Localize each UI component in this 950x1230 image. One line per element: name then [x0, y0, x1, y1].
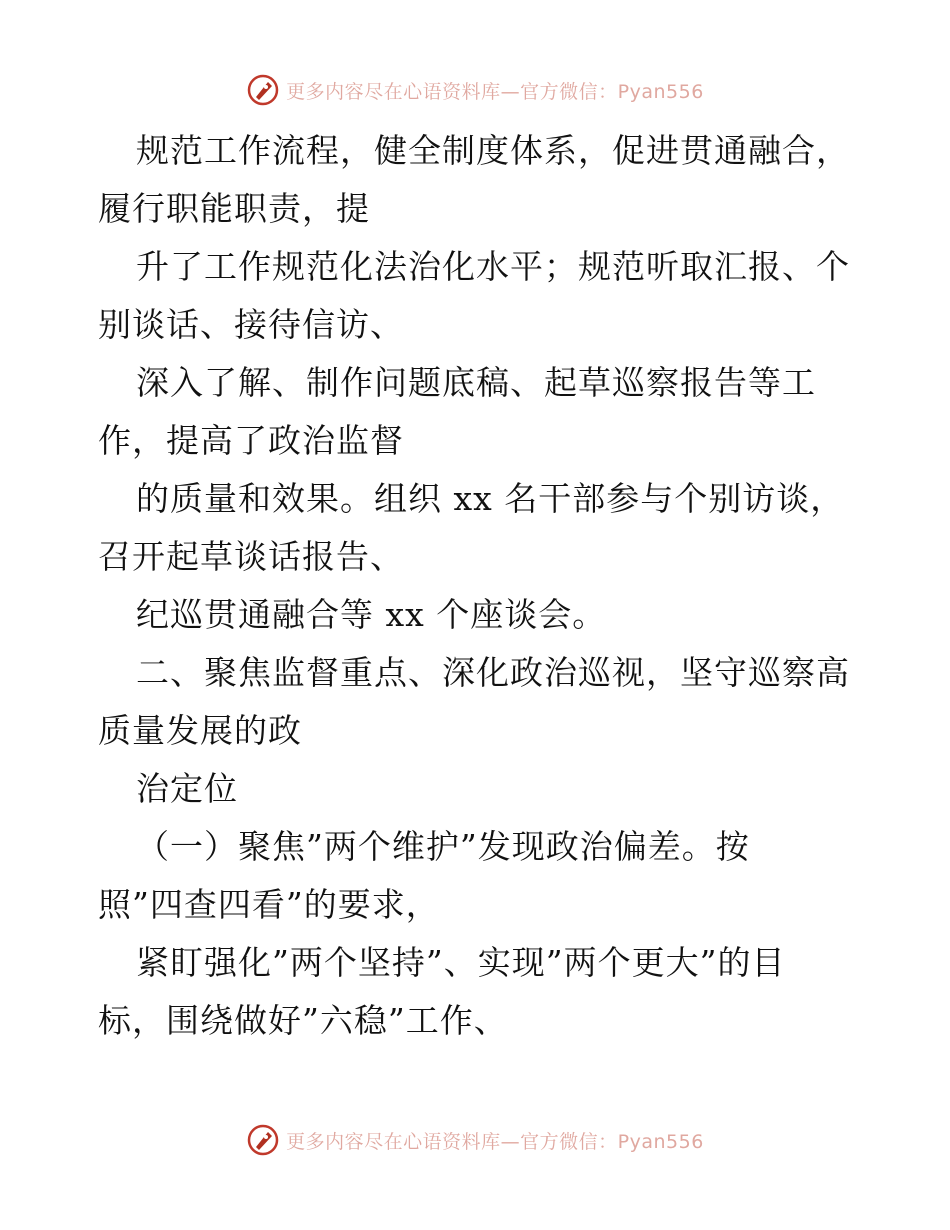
footer-watermark	[0, 1120, 950, 1160]
text-line: 召开起草谈话报告、	[98, 537, 404, 576]
text-line: 紧盯强化”两个坚持”、实现”两个更大”的目	[136, 943, 786, 982]
text-line: 深入了解、制作问题底稿、起草巡察报告等工	[136, 363, 816, 402]
text-line: 规范工作流程，健全制度体系，促进贯通融合，	[136, 131, 850, 170]
text-line: 升了工作规范化法治化水平；规范听取汇报、个	[136, 247, 850, 286]
pen-nib-logo-icon	[246, 1123, 280, 1157]
watermark-text: 更多内容尽在心语资料库—官方微信：Pyan556	[286, 1130, 704, 1153]
pen-nib-logo-icon	[246, 73, 280, 107]
section-heading-line: 二、聚焦监督重点、深化政治巡视，坚守巡察高	[136, 653, 850, 692]
header-watermark	[0, 70, 950, 110]
section-heading-line: 治定位	[136, 769, 238, 808]
document-body	[98, 122, 868, 1050]
text-line: 作，提高了政治监督	[98, 421, 404, 460]
text-line: 标，围绕做好”六稳”工作、	[98, 1001, 508, 1040]
text-line: 别谈话、接待信访、	[98, 305, 404, 344]
watermark-text: 更多内容尽在心语资料库—官方微信：Pyan556	[286, 80, 704, 103]
text-line: 履行职能职责，提	[98, 189, 370, 228]
section-heading-line: 质量发展的政	[98, 711, 302, 750]
text-line: 纪巡贯通融合等 xx 个座谈会。	[136, 595, 607, 634]
subsection-heading-line: （一）聚焦”两个维护”发现政治偏差。按	[136, 827, 750, 866]
text-line: 照”四查四看”的要求，	[98, 885, 440, 924]
text-line: 的质量和效果。组织 xx 名干部参与个别访谈，	[136, 479, 845, 518]
